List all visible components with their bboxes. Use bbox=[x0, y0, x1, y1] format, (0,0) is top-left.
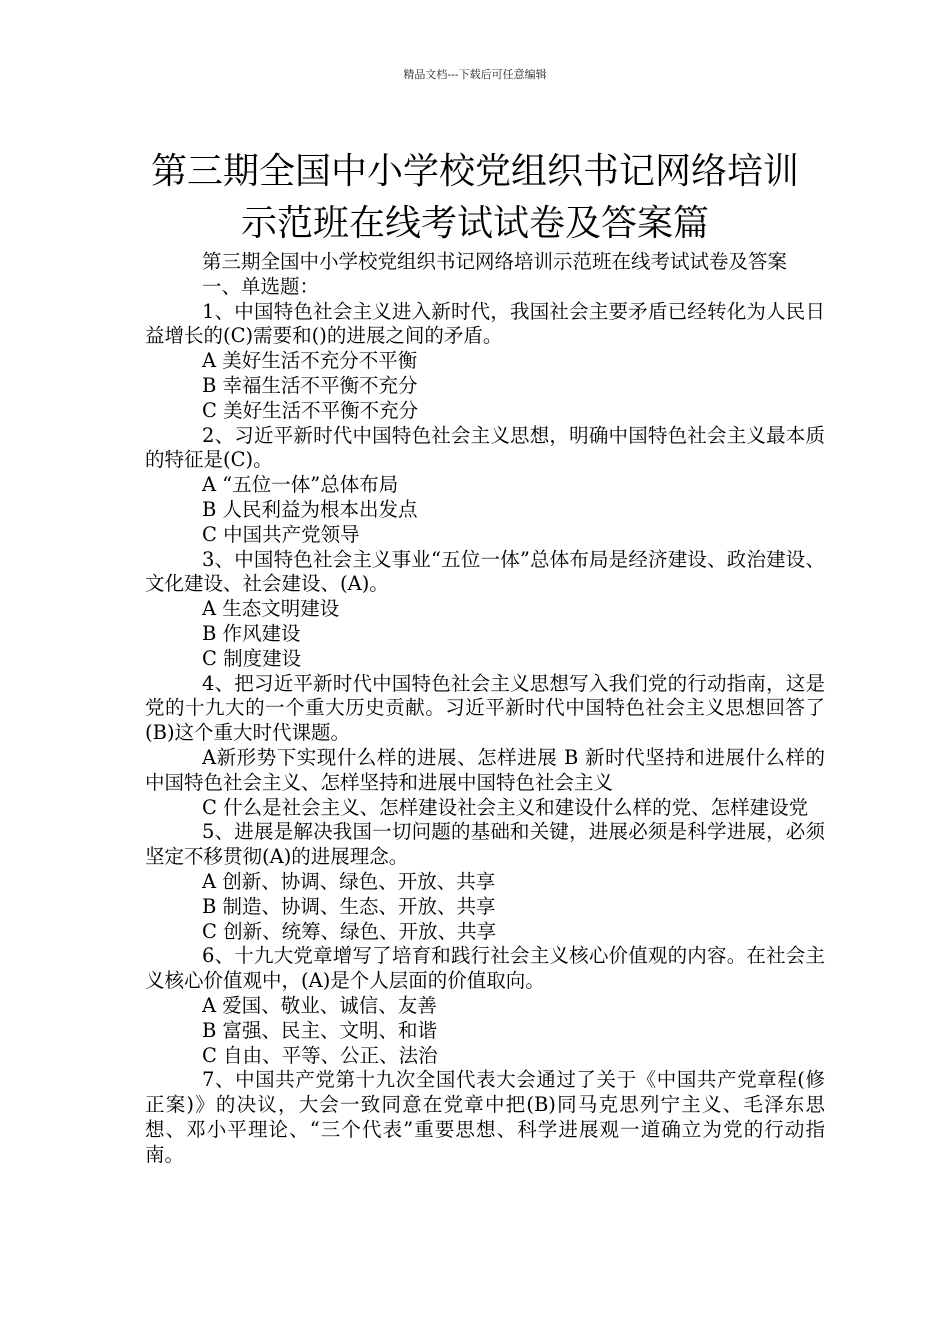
question-2: 2、习近平新时代中国特色社会主义思想，明确中国特色社会主义最本质的特征是(C)。 bbox=[145, 423, 825, 472]
question-4-option-ab: A新形势下实现什么样的进展、怎样进展 B 新时代坚持和进展什么样的中国特色社会主义、怎样坚持和进展中国特色社会主义 bbox=[145, 745, 825, 794]
question-5-option-c: C 创新、统筹、绿色、开放、共享 bbox=[202, 919, 497, 943]
document-title bbox=[110, 146, 840, 250]
question-1-option-b: B 幸福生活不平衡不充分 bbox=[202, 373, 418, 397]
document-body bbox=[145, 250, 825, 1167]
intro-paragraph: 第三期全国中小学校党组织书记网络培训示范班在线考试试卷及答案 bbox=[202, 250, 788, 273]
question-6: 6、十九大党章增写了培育和践行社会主义核心价值观的内容。在社会主义核心价值观中，(A)是个人层面的价值取向。 bbox=[145, 944, 825, 993]
question-5-option-a: A 创新、协调、绿色、开放、共享 bbox=[202, 869, 496, 893]
question-6-option-a: A 爱国、敬业、诚信、友善 bbox=[202, 993, 437, 1017]
title-line-2: 示范班在线考试试卷及答案篇 bbox=[240, 203, 709, 245]
title-line-1: 第三期全国中小学校党组织书记网络培训 bbox=[150, 151, 799, 193]
section-heading: 一、单选题： bbox=[202, 274, 320, 298]
question-4-option-c: C 什么是社会主义、怎样建设社会主义和建设什么样的党、怎样建设党 bbox=[202, 795, 809, 819]
page-header: 精品文档---下载后可任意编辑 bbox=[403, 68, 547, 81]
question-7: 7、中国共产党第十九次全国代表大会通过了关于《中国共产党章程(修正案)》的决议，大会一致同意在党章中把(B)同马克思列宁主义、毛泽东思想、邓小平理论、“三个代表”重要思想、科学进展观一道确立为党的行动指南。 bbox=[145, 1068, 825, 1166]
question-4: 4、把习近平新时代中国特色社会主义思想写入我们党的行动指南，这是党的十九大的一个重大历史贡献。习近平新时代中国特色社会主义思想回答了(B)这个重大时代课题。 bbox=[145, 671, 825, 745]
question-5: 5、进展是解决我国一切问题的基础和关键，进展必须是科学进展，必须坚定不移贯彻(A)的进展理念。 bbox=[145, 820, 825, 869]
question-2-option-a: A “五位一体”总体布局 bbox=[202, 473, 399, 497]
question-6-option-c: C 自由、平等、公正、法治 bbox=[202, 1043, 438, 1067]
question-2-option-b: B 人民利益为根本出发点 bbox=[202, 497, 418, 521]
question-1-option-c: C 美好生活不平衡不充分 bbox=[202, 398, 419, 422]
question-3: 3、中国特色社会主义事业“五位一体”总体布局是经济建设、政治建设、文化建设、社会建设、(A)。 bbox=[145, 547, 825, 596]
question-1-option-a: A 美好生活不充分不平衡 bbox=[202, 349, 418, 373]
question-1: 1、中国特色社会主义进入新时代，我国社会主要矛盾已经转化为人民日益增长的(C)需要和()的进展之间的矛盾。 bbox=[145, 299, 825, 348]
question-2-option-c: C 中国共产党领导 bbox=[202, 522, 360, 546]
question-3-option-c: C 制度建设 bbox=[202, 646, 302, 670]
question-3-option-b: B 作风建设 bbox=[202, 621, 301, 645]
question-3-option-a: A 生态文明建设 bbox=[202, 597, 340, 621]
question-6-option-b: B 富强、民主、文明、和谐 bbox=[202, 1018, 438, 1042]
question-5-option-b: B 制造、协调、生态、开放、共享 bbox=[202, 894, 496, 918]
